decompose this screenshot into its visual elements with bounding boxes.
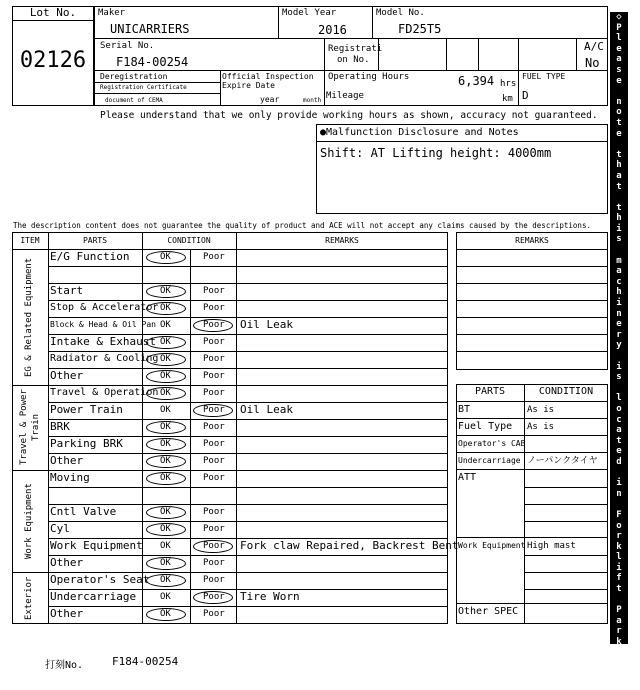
side-note-glyph: s <box>616 234 622 245</box>
side-note-glyph <box>610 245 628 256</box>
poor-label: Poor <box>203 592 225 602</box>
header-remarks-right: REMARKS <box>515 236 549 245</box>
side-note-glyph: s <box>616 372 622 383</box>
side-note <box>610 12 628 690</box>
malfunction-text: Shift: AT Lifting height: 4000mm <box>320 146 552 160</box>
model-no-label: Model No. <box>376 8 425 18</box>
side-note-glyph: l <box>616 33 622 44</box>
side-note-glyph <box>610 139 628 150</box>
poor-selected-circle <box>193 540 233 553</box>
maker-value: UNICARRIERS <box>110 22 190 36</box>
side-note-glyph: e <box>616 43 622 54</box>
side-note-glyph: n <box>616 658 622 669</box>
operating-hours-value: 6,394 <box>458 74 495 88</box>
ok-selected-circle <box>146 336 186 349</box>
row-part: Other <box>50 607 84 620</box>
spec-condition-header: CONDITION <box>538 386 594 397</box>
ok-selected-circle <box>146 421 186 434</box>
side-note-glyph: i <box>616 298 622 309</box>
side-note-glyph: k <box>616 541 622 552</box>
poor-selected-circle <box>193 404 233 417</box>
side-note-glyph: a <box>616 266 622 277</box>
side-note-glyph: a <box>616 425 622 436</box>
side-note-glyph: k <box>616 637 622 648</box>
serial-label: Serial No. <box>100 41 155 51</box>
ok-selected-circle <box>146 574 186 587</box>
group-travel-line1: Travel & Power <box>19 389 29 466</box>
ok-label: OK <box>160 286 171 296</box>
row-part: Moving <box>50 471 90 484</box>
ok-label: OK <box>160 473 171 483</box>
registration-label-2: on No. <box>337 55 370 65</box>
row-part: Power Train <box>50 403 123 416</box>
poor-label: Poor <box>203 456 225 466</box>
ok-selected-circle <box>146 251 186 264</box>
ac-value: No <box>585 56 600 70</box>
side-note-glyph: d <box>616 456 622 467</box>
side-note-glyph: s <box>616 64 622 75</box>
row-remark: Tire Worn <box>240 590 300 603</box>
side-note-glyph: l <box>616 552 622 563</box>
ok-label: OK <box>160 252 171 262</box>
side-note-glyph <box>610 192 628 203</box>
model-no-value: FD25T5 <box>398 22 442 36</box>
remarks-table <box>456 232 608 370</box>
side-note-glyph: g <box>616 668 622 679</box>
poor-label: Poor <box>203 337 225 347</box>
km-label: km <box>502 94 513 104</box>
registration-cert-label: Registration Certificate <box>100 84 187 91</box>
ok-selected-circle <box>146 472 186 485</box>
lot-label: Lot No. <box>29 6 77 19</box>
side-note-glyph: r <box>616 626 622 637</box>
mileage-label: Mileage <box>326 91 364 101</box>
header-parts: PARTS <box>82 236 108 245</box>
ok-label: OK <box>160 541 171 551</box>
side-note-glyph <box>610 595 628 606</box>
ok-label: OK <box>160 303 171 313</box>
lot-number: 02126 <box>19 48 87 73</box>
side-note-glyph: y <box>616 340 622 351</box>
hours-notice: Please understand that we only provide working hours as shown, accuracy not guaranteed. <box>100 110 598 121</box>
row-part: Radiator & Cooling <box>50 353 159 364</box>
side-note-glyph: t <box>616 117 622 128</box>
ok-label: OK <box>160 320 171 330</box>
poor-label: Poor <box>203 252 225 262</box>
side-note-glyph <box>610 383 628 394</box>
side-note-glyph: t <box>616 181 622 192</box>
poor-label: Poor <box>203 388 225 398</box>
side-note-glyph: n <box>616 308 622 319</box>
side-note-glyph: a <box>616 170 622 181</box>
maker-label: Maker <box>98 8 126 18</box>
poor-label: Poor <box>203 541 225 551</box>
side-note-glyph: l <box>616 393 622 404</box>
footer-label: 打刻No. <box>45 660 84 671</box>
side-note-glyph: m <box>616 255 622 266</box>
ok-selected-circle <box>146 353 186 366</box>
footer-value: F184-00254 <box>112 655 179 668</box>
side-note-glyph: P <box>616 22 622 33</box>
side-note-glyph <box>610 468 628 479</box>
spec-part: Other SPEC <box>458 606 519 617</box>
spec-condition: ノーパンクタイヤ <box>527 456 598 466</box>
poor-label: Poor <box>203 405 225 415</box>
row-part: Operator's Seat <box>50 573 150 586</box>
row-remark: Oil Leak <box>240 403 293 416</box>
row-part: Stop & Accelerator <box>50 302 159 313</box>
side-note-glyph: r <box>616 531 622 542</box>
fuel-type-value: D <box>522 89 529 102</box>
side-note-glyph: e <box>616 128 622 139</box>
poor-label: Poor <box>203 575 225 585</box>
poor-label: Poor <box>203 320 225 330</box>
poor-label: Poor <box>203 558 225 568</box>
side-note-glyph: h <box>616 213 622 224</box>
ok-label: OK <box>160 524 171 534</box>
ok-selected-circle <box>146 523 186 536</box>
row-remark: Fork claw Repaired, Backrest Bent <box>240 539 459 552</box>
ok-selected-circle <box>146 302 186 315</box>
poor-label: Poor <box>203 303 225 313</box>
ok-selected-circle <box>146 557 186 570</box>
side-note-glyph: F <box>616 509 622 520</box>
month-label: month <box>303 97 322 104</box>
poor-selected-circle <box>193 591 233 604</box>
model-year-value: 2016 <box>318 23 347 37</box>
side-note-glyph: a <box>616 615 622 626</box>
ok-label: OK <box>160 558 171 568</box>
ok-selected-circle <box>146 608 186 621</box>
row-part: Block & Head & Oil Pan <box>50 320 156 329</box>
side-note-glyph <box>610 86 628 97</box>
header-condition: CONDITION <box>167 236 211 245</box>
inspection-label-2: Expire Date <box>222 81 275 90</box>
spec-part: Fuel Type <box>458 421 513 432</box>
ok-label: OK <box>160 609 171 619</box>
ok-label: OK <box>160 337 171 347</box>
side-note-glyph: ◇ <box>616 679 622 690</box>
side-note-glyph: o <box>616 107 622 118</box>
group-eg: EG & Related Equipment <box>24 257 34 377</box>
poor-label: Poor <box>203 524 225 534</box>
ok-label: OK <box>160 507 171 517</box>
side-note-glyph: o <box>616 520 622 531</box>
ok-selected-circle <box>146 387 186 400</box>
side-note-glyph: t <box>616 202 622 213</box>
row-part: Other <box>50 556 84 569</box>
row-part: Travel & Operation <box>50 387 159 398</box>
year-label: year <box>260 95 280 104</box>
row-part: Other <box>50 454 84 467</box>
ac-label: A/C <box>584 40 604 53</box>
group-travel-line2: Train <box>31 413 41 442</box>
hrs-label: hrs <box>500 79 517 89</box>
header-item: ITEM <box>20 236 40 245</box>
side-note-glyph: e <box>616 446 622 457</box>
spec-part: Operator's CAB <box>458 439 526 448</box>
side-note-glyph: r <box>616 329 622 340</box>
row-part: Parking BRK <box>50 437 123 450</box>
group-exterior: Exterior <box>24 576 34 620</box>
row-part: Start <box>50 284 84 297</box>
side-note-glyph: n <box>616 96 622 107</box>
header-remarks: REMARKS <box>325 236 359 245</box>
side-note-glyph: i <box>616 223 622 234</box>
poor-label: Poor <box>203 609 225 619</box>
row-part: Work Equipment <box>50 539 143 552</box>
side-note-glyph: h <box>616 287 622 298</box>
fuel-type-label: FUEL TYPE <box>522 72 566 81</box>
ok-label: OK <box>160 405 171 415</box>
side-note-glyph: t <box>616 435 622 446</box>
deregistration-label: Deregistration <box>100 72 168 81</box>
spec-part: Undercarriage <box>458 456 521 465</box>
row-part: Undercarriage <box>50 590 137 603</box>
ok-label: OK <box>160 456 171 466</box>
spec-part: Work Equipment <box>458 541 526 550</box>
side-note-glyph: i <box>616 647 622 658</box>
poor-label: Poor <box>203 286 225 296</box>
ok-label: OK <box>160 439 171 449</box>
ok-label: OK <box>160 422 171 432</box>
side-note-glyph: h <box>616 160 622 171</box>
group-work: Work Equipment <box>24 483 34 559</box>
spec-condition: As is <box>527 422 555 432</box>
row-part: Cyl <box>50 522 70 535</box>
side-note-glyph: i <box>616 361 622 372</box>
side-note-glyph: i <box>616 478 622 489</box>
malfunction-title: ●Malfunction Disclosure and Notes <box>320 127 519 138</box>
spec-part: BT <box>458 404 471 415</box>
side-note-glyph: a <box>616 54 622 65</box>
side-note-glyph: P <box>616 605 622 616</box>
side-note-glyph <box>610 499 628 510</box>
ok-selected-circle <box>146 370 186 383</box>
registration-label-1: Registrati <box>328 44 383 54</box>
row-part: BRK <box>50 420 70 433</box>
poor-label: Poor <box>203 507 225 517</box>
spec-condition: As is <box>527 405 555 415</box>
side-note-glyph: c <box>616 414 622 425</box>
side-note-glyph: c <box>616 276 622 287</box>
side-note-glyph: t <box>616 584 622 595</box>
poor-label: Poor <box>203 422 225 432</box>
operating-hours-label: Operating Hours <box>328 72 410 82</box>
side-note-glyph <box>610 351 628 362</box>
spec-part: ATT <box>458 472 477 483</box>
ok-selected-circle <box>146 506 186 519</box>
poor-label: Poor <box>203 371 225 381</box>
side-note-glyph: f <box>616 573 622 584</box>
row-part: Other <box>50 369 84 382</box>
serial-value: F184-00254 <box>116 55 189 69</box>
cema-label: document of CEMA <box>105 97 163 104</box>
ok-label: OK <box>160 575 171 585</box>
side-note-glyph: n <box>616 488 622 499</box>
row-part: Intake & Exhaust <box>50 335 156 348</box>
row-part: E/G Function <box>50 250 130 263</box>
spec-condition: High mast <box>527 541 576 551</box>
side-note-glyph: e <box>616 75 622 86</box>
disclaimer: The description content does not guarantee the quality of product and ACE will not accept any claims caused by the descriptions. <box>13 221 591 230</box>
ok-label: OK <box>160 371 171 381</box>
model-year-label: Model Year <box>282 8 337 18</box>
side-note-glyph: ◇ <box>616 12 622 22</box>
side-note-glyph: i <box>616 562 622 573</box>
side-note-glyph: e <box>616 319 622 330</box>
ok-selected-circle <box>146 455 186 468</box>
inspection-label-1: Official Inspection <box>222 72 314 81</box>
ok-selected-circle <box>146 438 186 451</box>
poor-label: Poor <box>203 439 225 449</box>
ok-selected-circle <box>146 285 186 298</box>
spec-parts-header: PARTS <box>474 386 506 397</box>
ok-label: OK <box>160 388 171 398</box>
ok-label: OK <box>160 592 171 602</box>
poor-label: Poor <box>203 473 225 483</box>
side-note-glyph: o <box>616 403 622 414</box>
ok-label: OK <box>160 354 171 364</box>
poor-label: Poor <box>203 354 225 364</box>
side-note-glyph: t <box>616 149 622 160</box>
poor-selected-circle <box>193 319 233 332</box>
row-part: Cntl Valve <box>50 505 117 518</box>
row-remark: Oil Leak <box>240 318 293 331</box>
